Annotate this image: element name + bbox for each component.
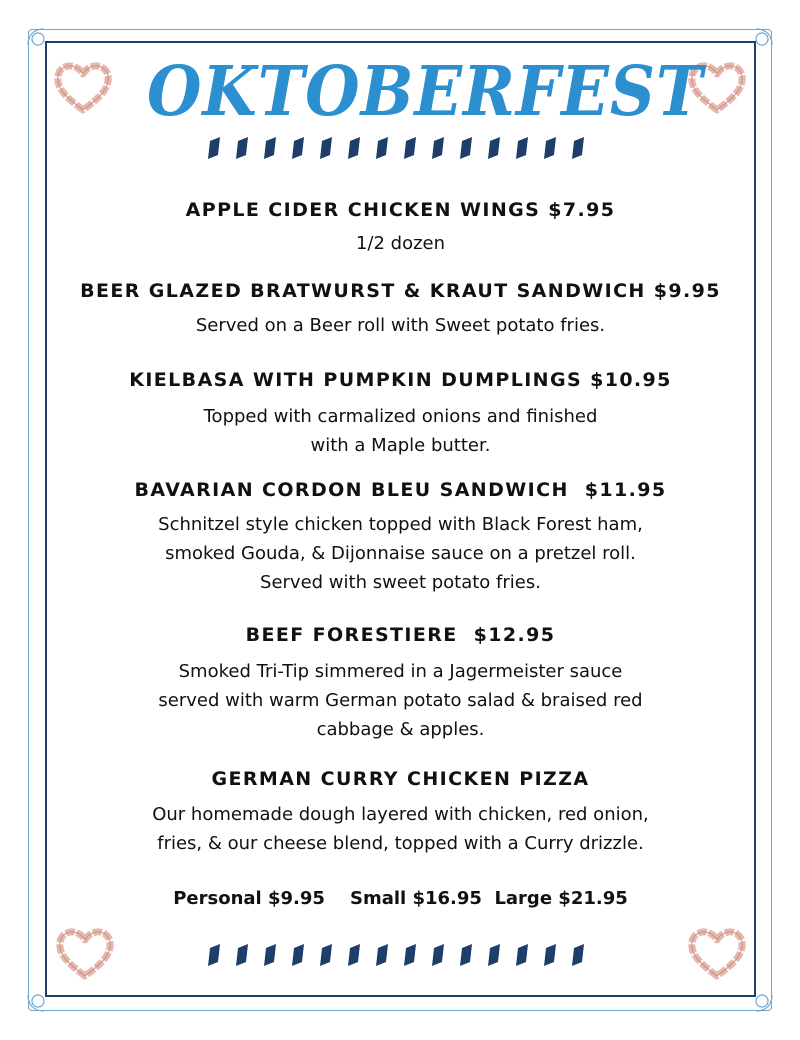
sausage-heart-icon	[52, 58, 114, 116]
menu-item-title: BEEF FORESTIERE $12.95	[245, 624, 556, 646]
menu-item-description	[45, 800, 756, 858]
menu-item-description	[45, 402, 756, 460]
menu-item-description	[45, 311, 756, 340]
description-line: Served with sweet potato fries.	[260, 572, 541, 593]
menu-item-description	[45, 229, 756, 258]
description-line: 1/2 dozen	[355, 233, 446, 254]
menu-item-title: KIELBASA WITH PUMPKIN DUMPLINGS $10.95	[129, 369, 672, 391]
diamond-divider-top	[206, 137, 586, 159]
menu-item-title: APPLE CIDER CHICKEN WINGS $7.95	[185, 199, 616, 221]
description-line: Served on a Beer roll with Sweet potato fries.	[195, 315, 606, 336]
description-line: with a Maple butter.	[310, 435, 491, 456]
sausage-heart-icon	[54, 924, 116, 982]
description-line: smoked Gouda, & Dijonnaise sauce on a pretzel roll.	[165, 543, 636, 564]
description-line: Schnitzel style chicken topped with Black Forest ham,	[158, 514, 643, 535]
menu-item-title: GERMAN CURRY CHICKEN PIZZA	[211, 768, 590, 790]
menu-item-description	[45, 657, 756, 744]
menu-item-title: BEER GLAZED BRATWURST & KRAUT SANDWICH $9.95	[80, 280, 721, 302]
description-line: fries, & our cheese blend, topped with a Curry drizzle.	[157, 833, 644, 854]
sausage-heart-icon	[686, 924, 748, 982]
description-line: Smoked Tri-Tip simmered in a Jagermeister sauce	[178, 661, 623, 682]
menu-item-title: BAVARIAN CORDON BLEU SANDWICH $11.95	[134, 479, 667, 501]
pizza-size-prices: Personal $9.95 Small $16.95 Large $21.95	[173, 888, 628, 909]
description-line: Topped with carmalized onions and finished	[203, 406, 598, 427]
page-title: OKTOBERFEST	[147, 52, 704, 132]
diamond-divider-bottom	[206, 944, 586, 966]
description-line: cabbage & apples.	[316, 719, 485, 740]
description-line: Our homemade dough layered with chicken, red onion,	[152, 804, 649, 825]
description-line: served with warm German potato salad & braised red	[158, 690, 643, 711]
menu-item-description	[45, 510, 756, 597]
